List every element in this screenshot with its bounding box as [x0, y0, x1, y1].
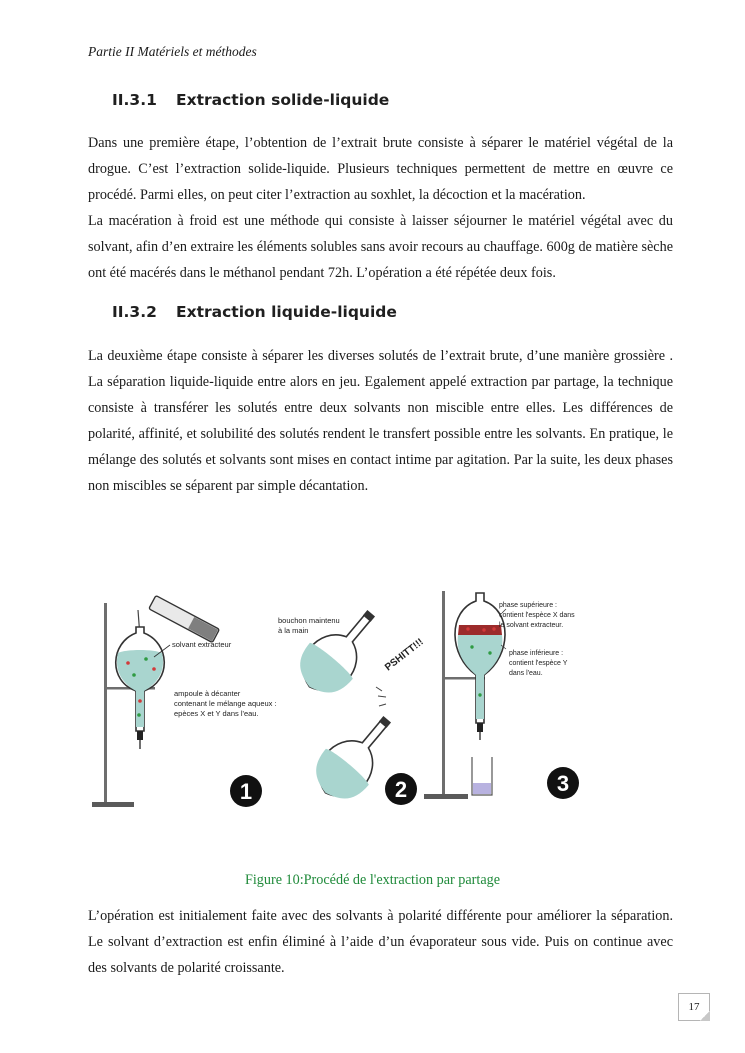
stand-rod-3	[442, 591, 445, 797]
stand-base-1	[92, 802, 134, 807]
section-number: II.3.2	[112, 303, 157, 321]
page-number: 17	[688, 1001, 700, 1013]
step-number-3: 3	[556, 771, 570, 796]
stand-base-3	[424, 794, 468, 799]
panel-1	[92, 596, 277, 807]
figure-extraction-par-partage	[88, 583, 673, 828]
section-heading-2-3-1	[112, 91, 389, 109]
pouring-cylinder	[149, 596, 220, 643]
section-number: II.3.1	[112, 91, 157, 109]
paragraph-solid-liquid-2: La macération à froid est une méthode qui consiste à laisser séjourner le matériel végétal avec du solvant, afin d’en extraire les éléments solubles sans avoir recours au chauffage. 600g de matière sèche ont été macérés dans le méthanol pendant 72h. L’opération a été répétée deux fois.	[88, 213, 673, 281]
label-bouchon-2: à la main	[278, 626, 309, 635]
label-inf-1: phase inférieure :	[509, 650, 564, 657]
page-fold-icon	[700, 1011, 710, 1021]
page-number-box	[678, 993, 710, 1021]
vent-lines	[376, 687, 386, 706]
label-pshitt: PSHITT!!!	[383, 636, 426, 674]
section-title: Extraction solide-liquide	[176, 91, 390, 109]
panel-3	[424, 591, 579, 799]
running-header: Partie II Matériels et méthodes	[88, 44, 257, 59]
panel-2	[278, 595, 426, 811]
label-solvant: solvant extracteur	[172, 640, 232, 649]
stopcock-3	[477, 723, 483, 732]
figure-caption: Figure 10:Procédé de l'extraction par partage	[244, 872, 501, 888]
label-bouchon-1: bouchon maintenu	[278, 616, 340, 625]
paragraph-closing: L’opération est initialement faite avec des solvants à polarité différente pour améliorer la séparation. Le solvant d’extraction est enfin éliminé à l’aide d’un évaporateur sous vide. Puis on continue avec des solvants de polarité croissante.	[88, 908, 673, 976]
label-inf-3: dans l'eau.	[509, 670, 543, 677]
label-sup-1: phase supérieure :	[499, 602, 557, 609]
section-title: Extraction liquide-liquide	[176, 303, 397, 321]
label-sup-3: le solvant extracteur.	[499, 622, 564, 629]
upper-phase	[458, 625, 502, 635]
stopcock-1	[137, 731, 143, 740]
step-number-2: 2	[394, 777, 408, 802]
stand-rod-1	[104, 603, 107, 805]
section-heading-2-3-2	[112, 303, 397, 321]
paragraph-liquid-liquid: La deuxième étape consiste à séparer les diverses solutés de l’extrait brute, d’une manière grossière . La séparation liquide-liquide entre alors en jeu. Egalement appelé extraction par partage, la technique consiste à transférer les solutés entre deux solvants non miscible entre elles. Les différences de polarité, affinité, et solubilité des solutés rendent le transfert possible entre les solvants. En pratique, le mélange des solutés et solvants sont mises en contact intime par agitation. Par la suite, les deux phases non miscibles se séparent par simple décantation.	[88, 348, 673, 494]
extraction-diagram	[88, 583, 673, 828]
ampoule-2a	[288, 595, 393, 705]
label-ampoule-3: epèces X et Y dans l'eau.	[174, 709, 259, 718]
label-sup-2: contient l'espèce X dans	[499, 612, 575, 619]
beaker-liquid	[473, 783, 491, 794]
paragraph-solid-liquid-1: Dans une première étape, l’obtention de l’extrait brute consiste à séparer le matériel végétal de la drogue. C’est l’extraction solide-liquide. Plusieurs techniques permettent de mettre en œuvre ce procédé. Parmi elles, on peut citer l’extraction au soxhlet, la décoction et la macération.	[88, 135, 673, 203]
label-ampoule-2: contenant le mélange aqueux :	[174, 699, 277, 708]
step-number-1: 1	[239, 779, 253, 804]
label-inf-2: contient l'espèce Y	[509, 660, 568, 667]
label-ampoule-1: ampoule à décanter	[174, 689, 241, 698]
